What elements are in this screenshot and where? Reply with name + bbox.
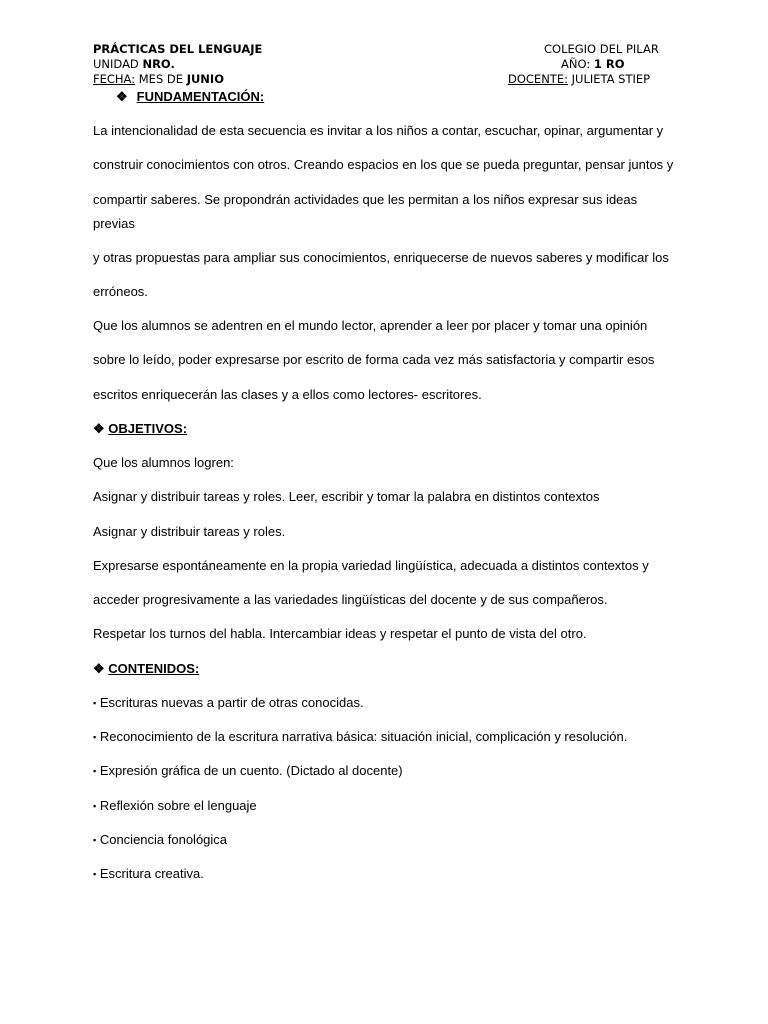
list-item-text: Reflexión sobre el lenguaje [99,798,257,813]
unit-label: UNIDAD [93,57,143,71]
fundamentacion-line: y otras propuestas para ampliar sus conocimientos, enriquecerse de nuevos saberes y modificar los [93,250,669,265]
square-bullet-icon: ▪ [93,869,97,879]
square-bullet-icon: ▪ [93,801,97,811]
subject-title: PRÁCTICAS DEL LENGUAJE [93,42,263,56]
fundamentacion-line: La intencionalidad de esta secuencia es invitar a los niños a contar, escuchar, opinar, argumentar y [93,123,664,138]
year-label: AÑO: [561,57,594,71]
square-bullet-icon: ▪ [93,698,97,708]
list-item [93,763,683,779]
diamond-bullet-icon: ❖ [93,661,105,676]
list-item-text: Escritura creativa. [99,866,204,881]
objetivos-line: Que los alumnos logren: [93,455,234,470]
teacher-value: JULIETA STIEP [567,72,651,86]
diamond-bullet-icon: ❖ [93,421,105,436]
fundamentacion-label: FUNDAMENTACIÓN: [136,89,265,104]
objetivos-line: Asignar y distribuir tareas y roles. [93,524,286,539]
list-item-text: Escrituras nuevas a partir de otras conocidas. [99,695,364,710]
contenidos-heading [93,661,199,677]
contenidos-label: CONTENIDOS: [108,661,200,676]
objetivos-line: Asignar y distribuir tareas y roles. Leer, escribir y tomar la palabra en distintos contextos [93,489,600,504]
year-line [561,57,625,72]
date-value: JUNIO [186,72,224,86]
date-label: FECHA: [93,72,136,86]
square-bullet-icon: ▪ [93,732,97,742]
fundamentacion-line: sobre lo leído, poder expresarse por escrito de forma cada vez más satisfactoria y compartir esos [93,352,655,367]
list-item [93,695,683,711]
list-item [93,729,683,745]
fundamentacion-line: construir conocimientos con otros. Creando espacios en los que se pueda preguntar, pensar juntos y [93,157,674,172]
list-item [93,866,683,882]
list-item-text: Expresión gráfica de un cuento. (Dictado al docente) [99,763,403,778]
objetivos-line: Expresarse espontáneamente en la propia variedad lingüística, adecuada a distintos contextos y [93,558,649,573]
fundamentacion-line: compartir saberes. Se propondrán actividades que les permitan a los niños expresar sus ideas [93,192,638,207]
objetivos-line: Respetar los turnos del habla. Intercambiar ideas y respetar el punto de vista del otro. [93,626,587,641]
list-item-text: Reconocimiento de la escritura narrativa básica: situación inicial, complicación y resolución. [99,729,628,744]
list-item [93,798,683,814]
diamond-bullet-icon: ❖ [116,89,128,104]
date-line [93,72,224,87]
teacher-line [508,72,650,87]
fundamentacion-line: previas [93,216,135,231]
objetivos-label: OBJETIVOS: [108,421,188,436]
year-value: 1 RO [593,57,625,71]
date-text: MES DE [135,72,187,86]
unit-value: NRO. [142,57,175,71]
objetivos-heading [93,421,187,437]
objetivos-line: acceder progresivamente a las variedades lingüísticas del docente y de sus compañeros. [93,592,608,607]
fundamentacion-line: Que los alumnos se adentren en el mundo lector, aprender a leer por placer y tomar una opinión [93,318,648,333]
fundamentacion-line: erróneos. [93,284,148,299]
list-item-text: Conciencia fonológica [99,832,228,847]
square-bullet-icon: ▪ [93,835,97,845]
fundamentacion-line: escritos enriquecerán las clases y a ellos como lectores- escritores. [93,387,482,402]
teacher-label: DOCENTE: [508,72,568,86]
fundamentacion-heading [116,89,264,105]
school-name: COLEGIO DEL PILAR [544,42,659,56]
square-bullet-icon: ▪ [93,766,97,776]
list-item [93,832,683,848]
unit-line [93,57,175,72]
